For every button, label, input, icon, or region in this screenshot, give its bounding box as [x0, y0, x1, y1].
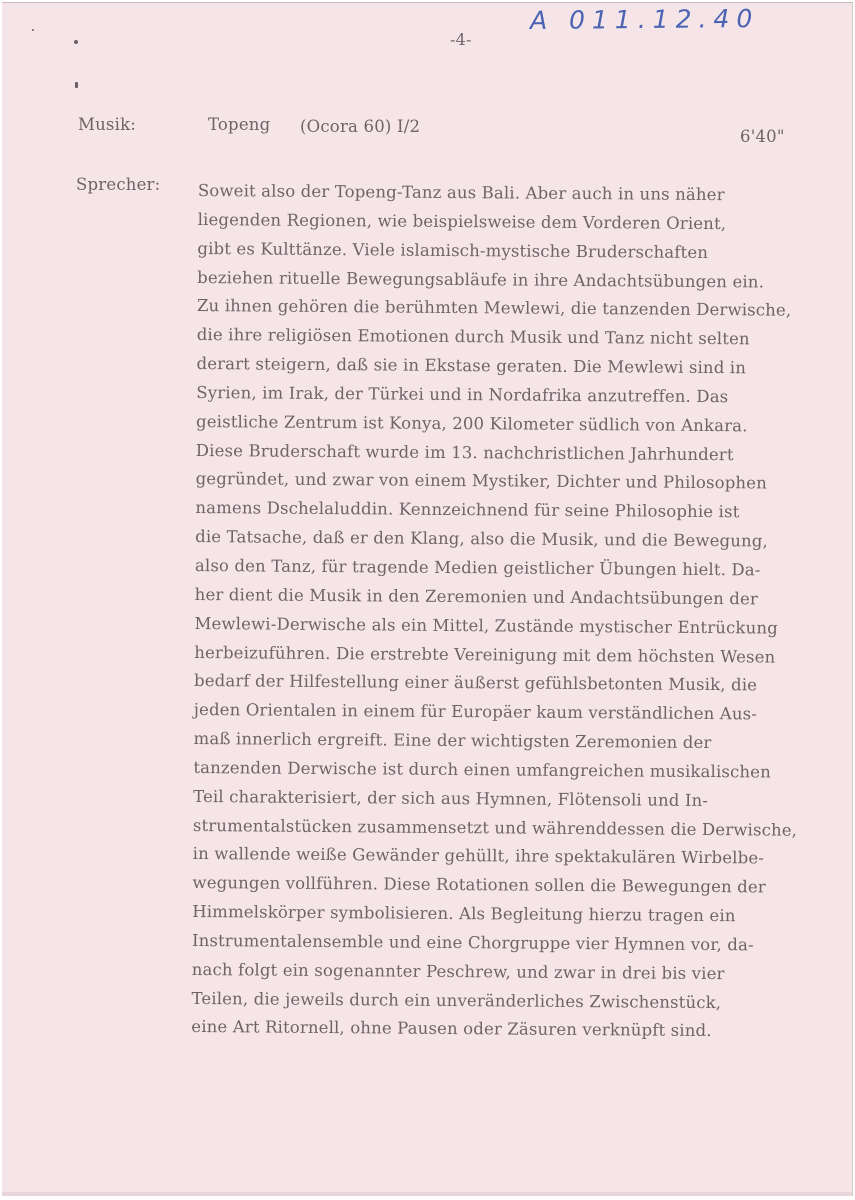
- text-line: nach folgt ein sogenannter Peschrew, und zwar in drei bis vier: [191, 959, 725, 983]
- music-title: Topeng: [208, 115, 271, 134]
- text-line: derart steigern, daß sie in Ekstase geraten. Die Mewlewi sind in: [196, 354, 747, 378]
- text-line: Teilen, die jeweils durch ein unveränderliches Zwischenstück,: [191, 988, 722, 1012]
- text-line: bedarf der Hilfestellung einer äußerst gefühlsbetonten Musik, die: [193, 671, 758, 695]
- text-line: geistliche Zentrum ist Konya, 200 Kilometer südlich von Ankara.: [196, 411, 748, 436]
- paper-speck: [32, 29, 34, 31]
- text-line: die ihre religiösen Emotionen durch Musik und Tanz nicht selten: [196, 325, 750, 349]
- text-line: Diese Bruderschaft wurde im 13. nachchristlichen Jahrhundert: [195, 440, 734, 464]
- music-label: Musik:: [78, 115, 137, 134]
- music-record-label: (Ocora 60) I/2: [300, 117, 421, 136]
- text-line: Zu ihnen gehören die berühmten Mewlewi, die tanzenden Derwische,: [196, 296, 792, 321]
- text-line: herbeizuführen. Die erstrebte Vereinigung mit dem höchsten Wesen: [194, 642, 776, 667]
- text-line: her dient die Musik in den Zeremonien und Andachtsübungen der: [194, 584, 759, 609]
- hole-punch-mark: [75, 82, 78, 88]
- text-line: in wallende weiße Gewänder gehüllt, ihre spektakulären Wirbelbe-: [192, 844, 765, 868]
- text-line: liegenden Regionen, wie beispielsweise dem Vorderen Orient,: [197, 209, 727, 233]
- text-line: Teil charakterisiert, der sich aus Hymnen, Flötensoli und In-: [193, 786, 709, 810]
- text-line: Himmelskörper symbolisieren. Als Begleitung hierzu tragen ein: [192, 902, 736, 926]
- text-line: maß innerlich ergreift. Eine der wichtigsten Zeremonien der: [193, 729, 712, 753]
- text-line: also den Tanz, für tragende Medien geistlicher Übungen hielt. Da-: [194, 555, 761, 580]
- music-duration: 6'40": [740, 127, 785, 146]
- archive-reference-handwritten: A 011.12.40: [529, 4, 760, 35]
- page-number: -4-: [450, 30, 472, 49]
- text-line: tanzenden Derwische ist durch einen umfangreichen musikalischen: [193, 757, 771, 782]
- text-line: Syrien, im Irak, der Türkei und in Nordafrika anzutreffen. Das: [196, 382, 729, 407]
- text-line: Instrumentalensemble und eine Chorgruppe vier Hymnen vor, da-: [191, 930, 754, 955]
- text-line: Soweit also der Topeng-Tanz aus Bali. Aber auch in uns näher: [197, 180, 725, 205]
- speaker-label: Sprecher:: [76, 175, 161, 194]
- text-line: Mewlewi-Derwische als ein Mittel, Zustände mystischer Entrückung: [194, 613, 778, 638]
- text-line: gibt es Kulttänze. Viele islamisch-mystische Bruderschaften: [197, 238, 709, 262]
- text-line: eine Art Ritornell, ohne Pausen oder Zäsuren verknüpft sind.: [191, 1017, 712, 1041]
- text-line: die Tatsache, daß er den Klang, also die Musik, und die Bewegung,: [195, 527, 769, 551]
- speaker-text: [191, 177, 828, 1047]
- text-line: gegründet, und zwar von einem Mystiker, Dichter und Philosophen: [195, 469, 767, 493]
- hole-punch-mark: [74, 40, 78, 44]
- text-line: jeden Orientalen in einem für Europäer kaum verständlichen Aus-: [193, 700, 758, 724]
- document-page: [2, 2, 853, 1196]
- text-line: beziehen rituelle Bewegungsabläufe in ihre Andachtsübungen ein.: [197, 267, 765, 291]
- text-line: strumentalstücken zusammensetzt und währenddessen die Derwische,: [192, 815, 798, 840]
- text-line: wegungen vollführen. Diese Rotationen sollen die Bewegungen der: [192, 873, 766, 897]
- text-line: namens Dschelaluddin. Kennzeichnend für seine Philosophie ist: [195, 498, 740, 522]
